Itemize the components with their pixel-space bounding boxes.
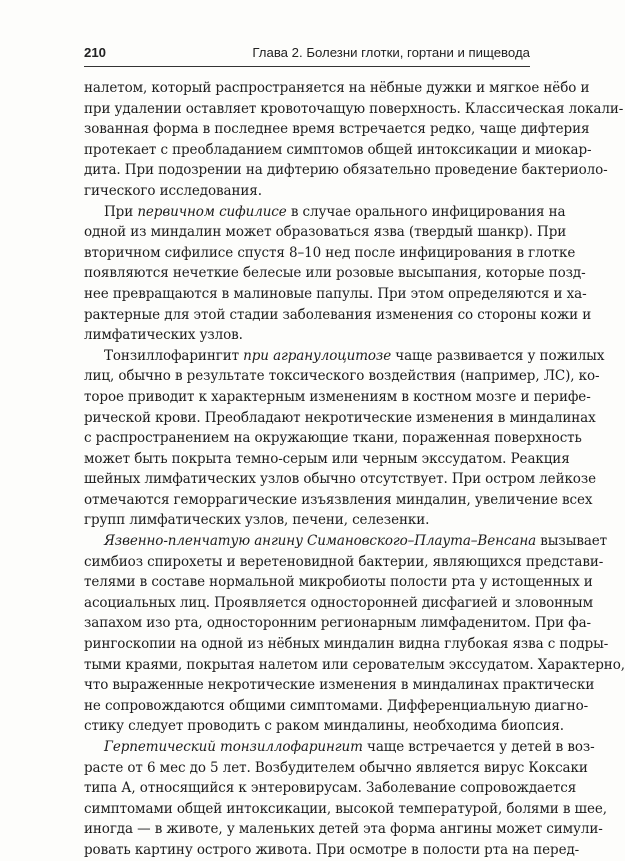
text-line xyxy=(84,78,590,99)
text-line xyxy=(84,284,587,305)
text-segment: одной из миндалин может образоваться язва (твердый шанкр). При xyxy=(84,224,567,241)
text-segment: асоциальных лиц. Проявляется односторонней дисфагией и зловонным xyxy=(84,594,593,611)
header-rule xyxy=(84,66,530,67)
text-segment: гического исследования. xyxy=(84,182,262,199)
text-line xyxy=(84,99,624,120)
text-segment: расте от 6 мес до 5 лет. Возбудителем обычно является вирус Коксаки xyxy=(84,759,588,776)
text-line xyxy=(84,387,591,408)
text-line xyxy=(84,552,604,573)
text-segment: дита. При подозрении на дифтерию обязательно проведение бактериоло- xyxy=(84,162,608,179)
text-segment: телями в составе нормальной микробиоты полости рта у истощенных и xyxy=(84,574,593,591)
text-segment: ровать картину острого живота. При осмотре в полости рта на перед- xyxy=(84,841,580,858)
text-segment: вызывает xyxy=(536,533,608,550)
text-segment: запахом изо рта, односторонним регионарным лимфаденитом. При фа- xyxy=(84,615,591,632)
page-number: 210 xyxy=(84,45,107,60)
text-line xyxy=(84,469,596,490)
text-segment: рактерные для этой стадии заболевания изменения со стороны кожи и xyxy=(84,306,592,323)
text-segment: лиц, обычно в результате токсического воздействия (например, ЛС), ко- xyxy=(84,368,600,385)
text-line xyxy=(84,222,567,243)
text-line xyxy=(84,325,530,346)
text-line xyxy=(84,758,588,779)
text-line xyxy=(84,531,608,552)
text-line xyxy=(84,428,582,449)
italic-term: при агранулоцитозе xyxy=(243,347,392,364)
text-segment: Тонзиллофарингит xyxy=(104,347,244,364)
text-line xyxy=(84,655,625,676)
text-segment: симбиоз спирохеты и веретеновидной бактерии, являющихся представи- xyxy=(84,553,604,570)
text-segment: симптомами общей интоксикации, высокой температурой, болями в шее, xyxy=(84,800,607,817)
text-segment: не сопровождаются общими симптомами. Дифференциальную диагно- xyxy=(84,697,589,714)
text-line xyxy=(84,305,592,326)
chapter-title: Глава 2. Болезни глотки, гортани и пищевода xyxy=(252,45,530,60)
text-segment: отмечаются геморрагические изъязвления миндалин, увеличение всех xyxy=(84,491,593,508)
text-segment: с распространением на окружающие ткани, пораженная поверхность xyxy=(84,430,582,447)
text-line xyxy=(84,634,609,655)
text-segment: шейных лимфатических узлов обычно отсутствует. При остром лейкозе xyxy=(84,471,596,488)
text-line xyxy=(84,716,564,737)
text-line xyxy=(84,613,591,634)
italic-term: Язвенно-пленчатую ангину Симановского–Плаута–Венсана xyxy=(104,533,537,550)
text-line xyxy=(84,510,530,531)
text-segment: чаще развивается у пожилых xyxy=(391,347,605,364)
italic-term: Герпетический тонзиллофарингит xyxy=(104,739,363,755)
text-segment: групп лимфатических узлов, печени, селезенки. xyxy=(84,512,430,529)
text-segment: стику следует проводить с раком миндалины, необходима биопсия. xyxy=(84,718,564,735)
text-line xyxy=(84,346,605,367)
text-segment: иногда — в животе, у маленьких детей эта форма ангины может симули- xyxy=(84,821,603,838)
text-line xyxy=(84,490,593,511)
text-line xyxy=(84,819,603,840)
text-line xyxy=(84,840,580,861)
text-line xyxy=(84,593,593,614)
text-line xyxy=(84,408,596,429)
text-line xyxy=(84,449,570,470)
text-line xyxy=(84,737,595,758)
text-line xyxy=(84,696,589,717)
text-line xyxy=(84,366,600,387)
text-segment: тыми краями, покрытая налетом или серователым экссудатом. Характерно, xyxy=(84,656,625,673)
running-header xyxy=(84,45,530,60)
text-line xyxy=(84,243,576,264)
text-segment: протекает с преобладанием симптомов общей интоксикации и миокар- xyxy=(84,141,592,158)
text-segment: в случае орального инфицирования на xyxy=(286,203,566,220)
text-line xyxy=(84,799,607,820)
text-line xyxy=(84,675,595,696)
text-segment: при удалении оставляет кровоточащую поверхность. Классическая локали- xyxy=(84,100,624,117)
text-line xyxy=(84,778,577,799)
text-segment: При xyxy=(104,203,138,220)
text-line xyxy=(84,263,586,284)
text-segment: налетом, который распространяется на нёбные дужки и мягкое нёбо и xyxy=(84,80,590,96)
text-segment: рической крови. Преобладают некротические изменения в миндалинах xyxy=(84,409,596,426)
text-line xyxy=(84,160,608,181)
text-line xyxy=(84,202,566,223)
text-segment: чаще встречается у детей в воз- xyxy=(362,739,595,755)
text-segment: зованная форма в последнее время встречается редко, чаще дифтерия xyxy=(84,121,590,138)
text-segment: может быть покрыта темно-серым или черным экссудатом. Реакция xyxy=(84,450,570,467)
italic-term: первичном сифилисе xyxy=(137,203,287,220)
text-line xyxy=(84,140,592,161)
text-segment: лимфатических узлов. xyxy=(84,327,243,344)
text-segment: появляются нечеткие белесые или розовые высыпания, которые позд- xyxy=(84,265,586,282)
text-line xyxy=(84,119,590,140)
text-segment: торое приводит к характерным изменениям в костном мозге и перифе- xyxy=(84,388,591,405)
text-line xyxy=(84,572,593,593)
body-text xyxy=(84,78,625,861)
text-segment: нее превращаются в малиновые папулы. При этом определяются и ха- xyxy=(84,285,587,302)
text-segment: типа А, относящийся к энтеровирусам. Заболевание сопровождается xyxy=(84,780,577,797)
text-segment: вторичном сифилисе спустя 8–10 нед после инфицирования в глотке xyxy=(84,244,576,261)
text-segment: рингоскопии на одной из нёбных миндалин видна глубокая язва с подры- xyxy=(84,636,609,653)
text-segment: что выраженные некротические изменения в миндалинах практически xyxy=(84,677,595,694)
text-line xyxy=(84,181,530,202)
